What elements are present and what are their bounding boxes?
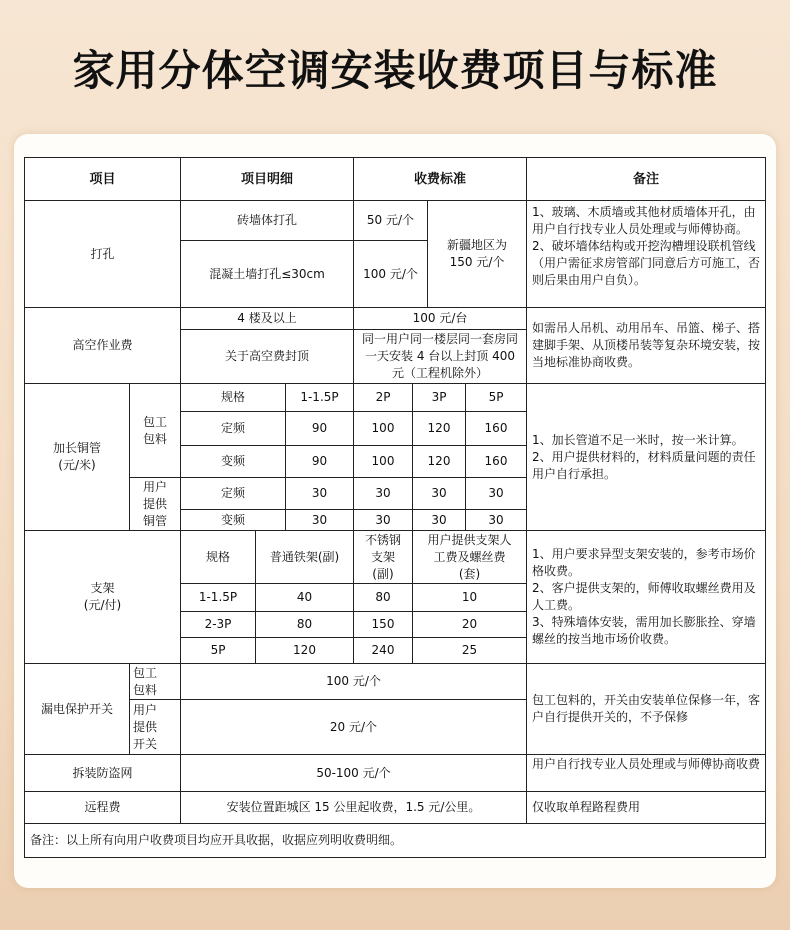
bracket-size: 5P: [180, 637, 256, 664]
concrete-price: 100 元/个: [353, 240, 428, 308]
copper-value: 30: [285, 509, 354, 531]
bracket-header: 普通铁架(副): [255, 530, 354, 584]
copper-label: 加长铜管 (元/米): [24, 383, 130, 531]
bracket-value: 25: [412, 637, 527, 664]
copper-type: 定频: [180, 411, 286, 446]
copper-value: 30: [353, 509, 413, 531]
copper-value: 30: [465, 509, 527, 531]
header-remark: 备注: [526, 157, 766, 201]
copper-value: 30: [412, 477, 466, 510]
grille-label: 拆装防盗网: [24, 754, 181, 792]
breaker-remark: 包工包料的，开关由安装单位保修一年，客户自行提供开关的，不予保修: [526, 663, 766, 755]
copper-value: 160: [465, 445, 527, 478]
copper-value: 30: [465, 477, 527, 510]
bracket-size: 2-3P: [180, 611, 256, 638]
bracket-value: 240: [353, 637, 413, 664]
floor-condition: 4 楼及以上: [180, 307, 354, 330]
copper-size: 1-1.5P: [285, 383, 354, 412]
breaker-group-contract: 包工 包料: [129, 663, 181, 700]
copper-value: 90: [285, 411, 354, 446]
copper-group-contract: 包工 包料: [129, 383, 181, 478]
high-altitude-label: 高空作业费: [24, 307, 181, 384]
xinjiang-price: 新疆地区为 150 元/个: [427, 200, 527, 308]
copper-value: 30: [412, 509, 466, 531]
bracket-value: 80: [255, 611, 354, 638]
high-altitude-remark: 如需吊人吊机、动用吊车、吊篮、梯子、搭建脚手架、从顶楼吊装等复杂环境安装，按当地标准协商收费。: [526, 307, 766, 384]
remote-price: 安装位置距城区 15 公里起收费，1.5 元/公里。: [180, 791, 527, 824]
breaker-price-user: 20 元/个: [180, 699, 527, 755]
header-item: 项目: [24, 157, 181, 201]
copper-value: 30: [353, 477, 413, 510]
floor-price: 100 元/台: [353, 307, 527, 330]
bracket-value: 10: [412, 583, 527, 612]
copper-spec-header: 规格: [180, 383, 286, 412]
copper-value: 30: [285, 477, 354, 510]
bracket-size: 1-1.5P: [180, 583, 256, 612]
bracket-value: 150: [353, 611, 413, 638]
page-title: 家用分体空调安装收费项目与标准: [72, 46, 718, 95]
copper-remark: 1、加长管道不足一米时，按一米计算。 2、用户提供材料的，材料质量问题的责任用户自行承担。: [526, 383, 766, 531]
header-detail: 项目明细: [180, 157, 354, 201]
breaker-label: 漏电保护开关: [24, 663, 130, 755]
brick-price: 50 元/个: [353, 200, 428, 241]
drilling-label: 打孔: [24, 200, 181, 308]
copper-size: 3P: [412, 383, 466, 412]
copper-type: 定频: [180, 477, 286, 510]
bracket-remark: 1、用户要求异型支架安装的，参考市场价格收费。 2、客户提供支架的，师傅收取螺丝费用及人工费。 3、特殊墙体安装，需用加长膨胀拴、穿墙螺丝的按当地市场价收费。: [526, 530, 766, 664]
bracket-header: 规格: [180, 530, 256, 584]
footnote: 备注：以上所有向用户收费项目均应开具收据，收据应列明收费明细。: [24, 823, 766, 858]
copper-value: 120: [412, 411, 466, 446]
copper-type: 变频: [180, 509, 286, 531]
bracket-value: 80: [353, 583, 413, 612]
copper-value: 90: [285, 445, 354, 478]
copper-value: 160: [465, 411, 527, 446]
grille-price: 50-100 元/个: [180, 754, 527, 792]
remote-label: 远程费: [24, 791, 181, 824]
bracket-header: 不锈钢 支架 (副): [353, 530, 413, 584]
breaker-price-contract: 100 元/个: [180, 663, 527, 700]
copper-value: 100: [353, 445, 413, 478]
cap-price: 同一用户同一楼层同一套房同一天安装 4 台以上封顶 400 元（工程机除外）: [353, 329, 527, 384]
copper-value: 120: [412, 445, 466, 478]
remote-remark: 仅收取单程路程费用: [526, 791, 766, 824]
bracket-value: 120: [255, 637, 354, 664]
brick-drilling: 砖墙体打孔: [180, 200, 354, 241]
fee-table: [25, 158, 766, 859]
copper-size: 5P: [465, 383, 527, 412]
copper-size: 2P: [353, 383, 413, 412]
copper-group-user: 用户 提供 铜管: [129, 477, 181, 531]
grille-remark: 用户自行找专业人员处理或与师傅协商收费: [526, 754, 766, 792]
bracket-header: 用户提供支架人工费及螺丝费 (套): [412, 530, 527, 584]
concrete-drilling: 混凝土墙打孔≤30cm: [180, 240, 354, 308]
copper-value: 100: [353, 411, 413, 446]
header-standard: 收费标准: [353, 157, 527, 201]
bracket-value: 40: [255, 583, 354, 612]
copper-type: 变频: [180, 445, 286, 478]
breaker-group-user: 用户 提供 开关: [129, 699, 181, 755]
drilling-remark: 1、玻璃、木质墙或其他材质墙体开孔，由用户自行找专业人员处理或与师傅协商。 2、破坏墙体结构或开挖沟槽埋设联机管线（用户需征求房管部门同意后方可施工，否则后果由用户自负）。: [526, 200, 766, 308]
bracket-value: 20: [412, 611, 527, 638]
cap-label: 关于高空费封顶: [180, 329, 354, 384]
bracket-label: 支架 (元/付): [24, 530, 181, 664]
